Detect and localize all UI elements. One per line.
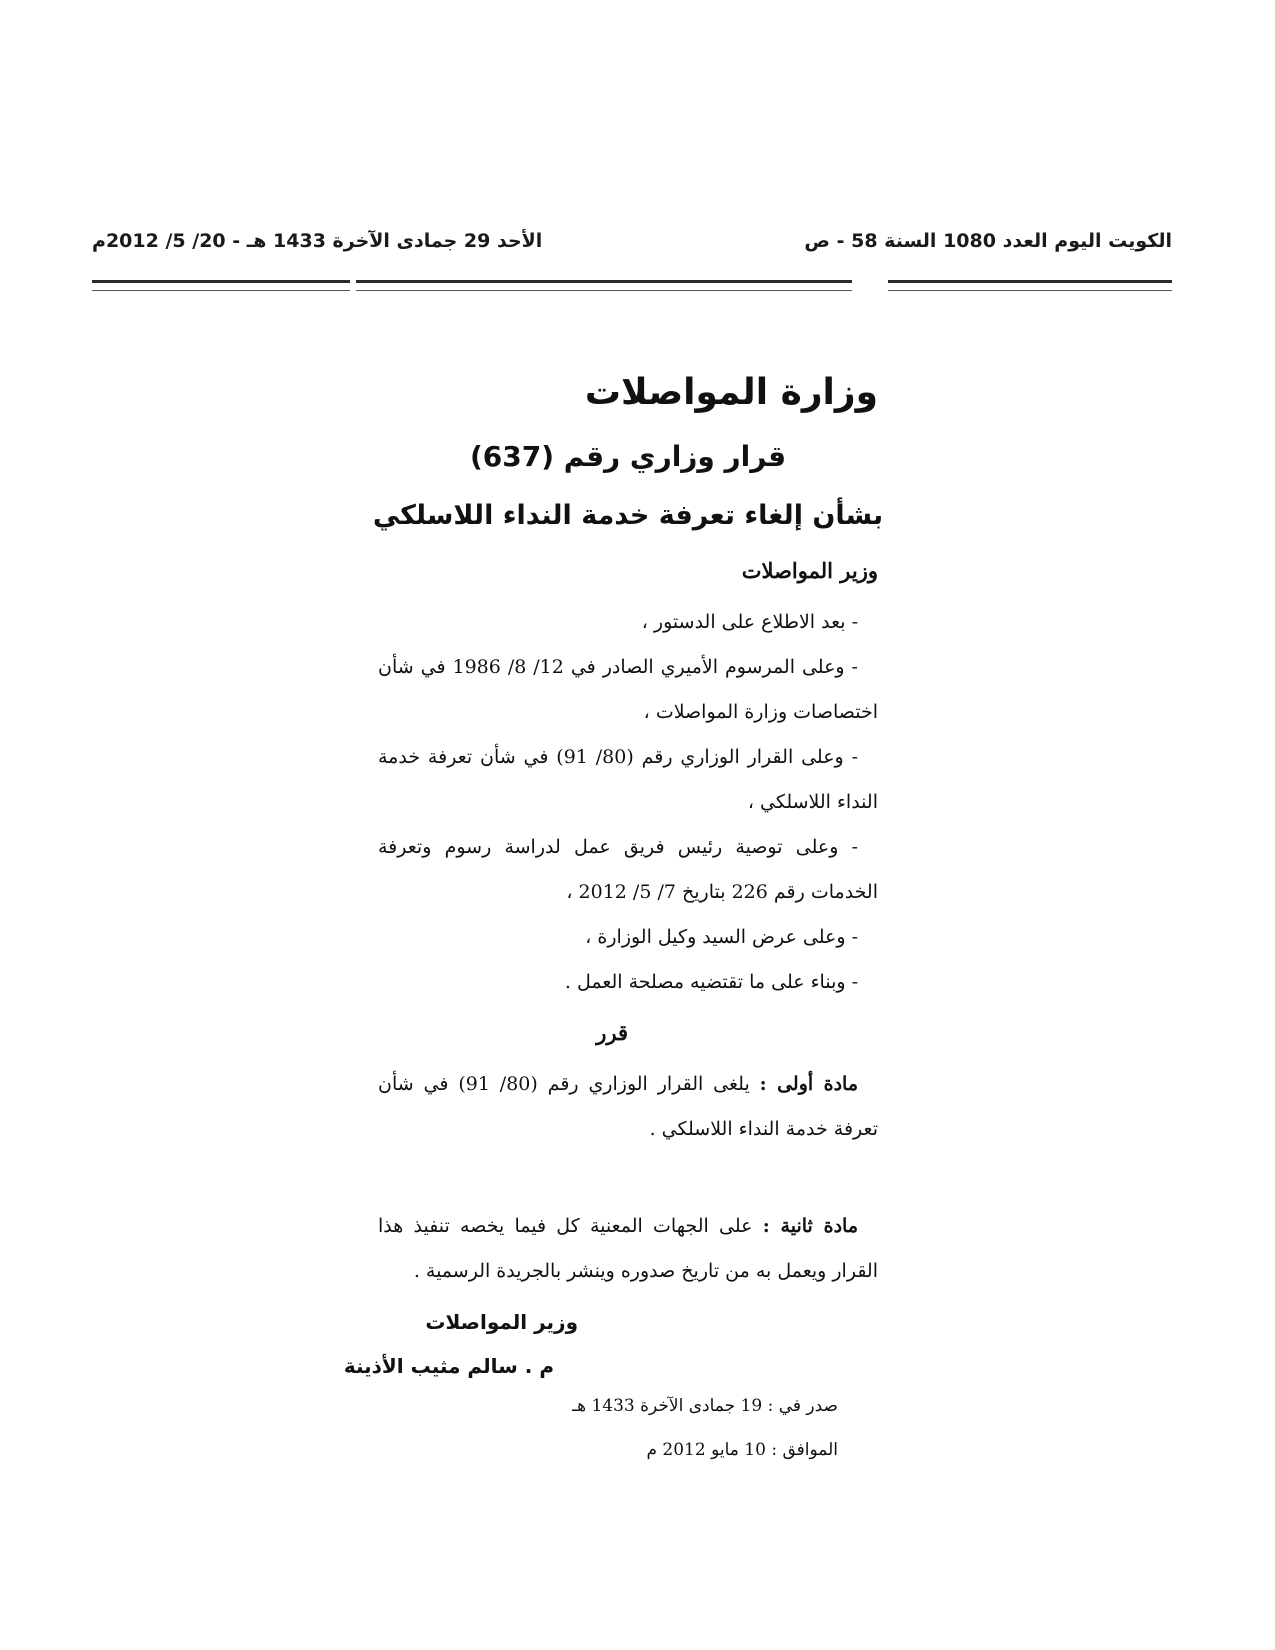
issue-date-block xyxy=(572,1384,838,1472)
issue-date-gregorian: الموافق : 10 مايو 2012 م xyxy=(646,1440,838,1460)
header-date: الأحد 29 جمادى الآخرة 1433 هـ - 20/ 5/ 2012م xyxy=(92,230,543,252)
decision-subject: بشأن إلغاء تعرفة خدمة النداء اللاسلكي xyxy=(372,500,884,531)
article-label: مادة ثانية : xyxy=(762,1215,859,1237)
preamble-item: - بعد الاطلاع على الدستور ، xyxy=(641,611,858,633)
signatory-title: وزير المواصلات xyxy=(425,1310,578,1334)
article-text: على الجهات المعنية كل فيما يخصه تنفيذ هذا القرار ويعمل به من تاريخ صدوره وينشر بالجريدة الرسمية . xyxy=(378,1215,878,1282)
preamble-item: - وعلى توصية رئيس فريق عمل لدراسة رسوم وتعرفة الخدمات رقم 226 بتاريخ 7/ 5/ 2012 ، xyxy=(378,836,878,903)
issue-date-hijri: صدر في : 19 جمادى الآخرة 1433 هـ xyxy=(572,1396,838,1416)
article-second xyxy=(378,1204,878,1294)
page-header xyxy=(92,226,1172,266)
preamble-list xyxy=(378,600,878,1005)
decision-title: قرار وزاري رقم (637) xyxy=(469,440,787,473)
gazette-issue-info: الكويت اليوم العدد 1080 السنة 58 - ص xyxy=(804,230,1172,252)
ministry-heading: وزارة المواصلات xyxy=(584,372,878,413)
article-first xyxy=(378,1062,878,1152)
signatory-name: م . سالم مثيب الأذينة xyxy=(343,1354,554,1378)
preamble-item: - وعلى القرار الوزاري رقم (80/ 91) في شأن تعرفة خدمة النداء اللاسلكي ، xyxy=(378,746,878,813)
article-label: مادة أولى : xyxy=(759,1073,858,1095)
issuer-title: وزير المواصلات xyxy=(741,558,878,583)
decision-document xyxy=(343,372,884,1572)
article-text: يلغى القرار الوزاري رقم (80/ 91) في شأن تعرفة خدمة النداء اللاسلكي . xyxy=(378,1073,878,1140)
preamble-item: - وبناء على ما تقتضيه مصلحة العمل . xyxy=(564,971,858,993)
preamble-item: - وعلى المرسوم الأميري الصادر في 12/ 8/ 1986 في شأن اختصاصات وزارة المواصلات ، xyxy=(378,656,878,723)
signature-block xyxy=(344,1300,578,1388)
header-rule xyxy=(92,280,1172,291)
decided-heading: قرر xyxy=(596,1020,628,1045)
preamble-item: - وعلى عرض السيد وكيل الوزارة ، xyxy=(585,926,858,948)
